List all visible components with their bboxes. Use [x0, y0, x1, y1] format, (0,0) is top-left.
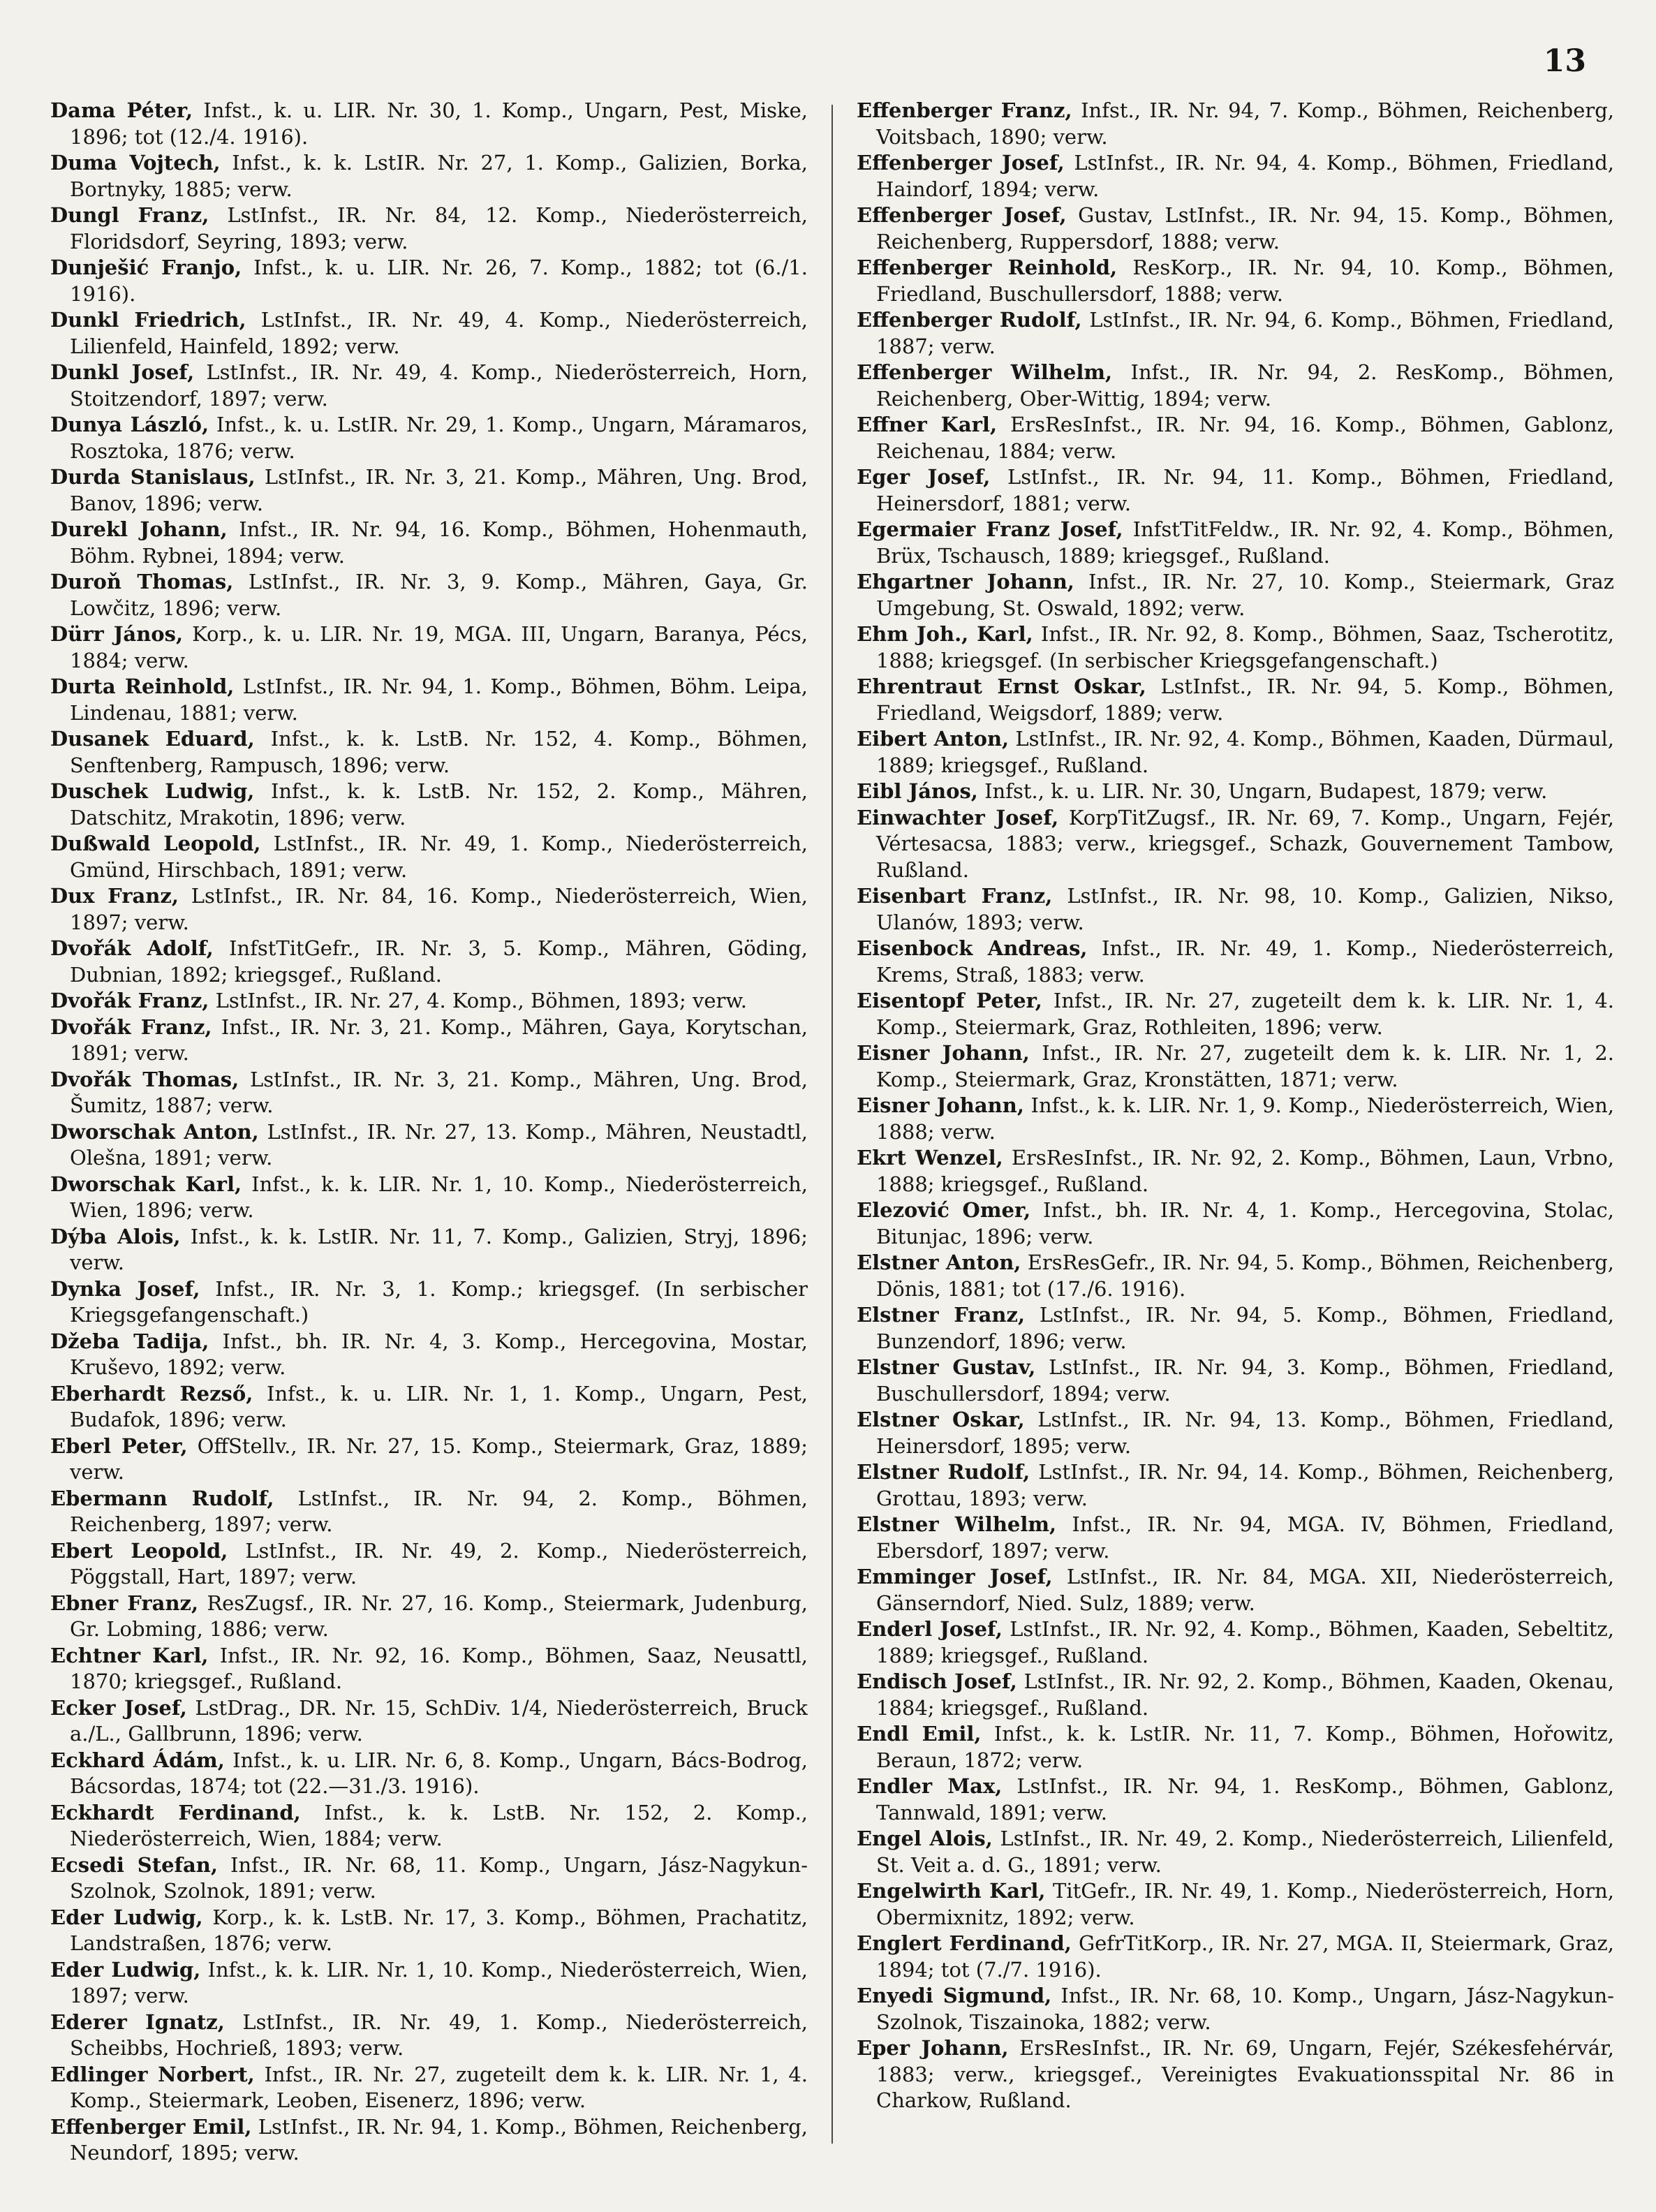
entry-details: ErsResInfst., IR. Nr. 94, 16. Komp., Böhmen, Gablonz, Reichenau, 1884; verw.: [876, 413, 1614, 463]
entry-details: Infst., bh. IR. Nr. 4, 3. Komp., Hercegovina, Mostar, Kruševo, 1892; verw.: [70, 1329, 808, 1379]
register-entry: [50, 1591, 808, 1643]
register-entry: [857, 1040, 1614, 1093]
register-entry: [857, 988, 1614, 1040]
register-entry: [50, 988, 808, 1015]
entry-details: LstInfst., IR. Nr. 84, 12. Komp., Niederösterreich, Floridsdorf, Seyring, 1893; verw.: [70, 203, 808, 253]
register-entry: [50, 360, 808, 412]
register-entry: [857, 1512, 1614, 1564]
entry-details: ErsResGefr., IR. Nr. 94, 5. Komp., Böhmen, Reichenberg, Dönis, 1881; tot (17./6. 1916).: [876, 1251, 1614, 1301]
entry-name: Eberl Peter,: [50, 1433, 188, 1458]
entry-name: Eberhardt Rezső,: [50, 1381, 253, 1406]
register-entry: [50, 1276, 808, 1329]
entry-name: Effenberger Emil,: [50, 2114, 252, 2139]
register-entry: [857, 1669, 1614, 1721]
entry-details: ErsResInfst., IR. Nr. 92, 2. Komp., Böhmen, Laun, Vrbno, 1888; kriegsgef., Rußland.: [876, 1146, 1614, 1196]
entry-name: Eisentopf Peter,: [857, 989, 1042, 1012]
register-entry: [50, 1748, 808, 1800]
register-entry: [857, 1145, 1614, 1197]
entry-details: Infst., k. u. LIR. Nr. 30, Ungarn, Budapest, 1879; verw.: [984, 779, 1548, 803]
register-entry: [857, 517, 1614, 569]
entry-details: Gustav, LstInfst., IR. Nr. 94, 15. Komp., Böhmen, Reichenberg, Ruppersdorf, 1888; verw.: [876, 203, 1614, 253]
entry-details: Infst., k. k. LstIR. Nr. 27, 1. Komp., Galizien, Borka, Bortnyky, 1885; verw.: [70, 151, 808, 201]
entry-name: Ehm Joh., Karl,: [857, 622, 1033, 646]
entry-name: Duschek Ludwig,: [50, 779, 255, 803]
entry-name: Ebner Franz,: [50, 1591, 199, 1615]
entry-name: Effenberger Franz,: [857, 98, 1072, 122]
entry-name: Dvořák Adolf,: [50, 936, 214, 960]
register-entry: [50, 1119, 808, 1172]
entry-details: Infst., k. k. LstB. Nr. 152, 4. Komp., Böhmen, Senftenberg, Rampusch, 1896; verw.: [70, 727, 808, 777]
entry-details: LstInfst., IR. Nr. 98, 10. Komp., Galizien, Nikso, Ulanów, 1893; verw.: [876, 884, 1614, 934]
entry-name: Elezović Omer,: [857, 1198, 1031, 1222]
register-entry: [857, 1826, 1614, 1878]
entry-name: Eder Ludwig,: [50, 1957, 201, 1982]
entry-details: Infst., IR. Nr. 27, zugeteilt dem k. k. LIR. Nr. 1, 4. Komp., Steiermark, Graz, Rothleiten, 1896; verw.: [876, 989, 1614, 1039]
register-entry: [857, 779, 1614, 805]
register-entry: [50, 2114, 808, 2167]
entry-details: OffStellv., IR. Nr. 27, 15. Komp., Steiermark, Graz, 1889; verw.: [70, 1433, 808, 1484]
entry-details: Infst., IR. Nr. 3, 21. Komp., Mähren, Gaya, Korytschan, 1891; verw.: [70, 1015, 808, 1065]
entry-name: Durekl Johann,: [50, 517, 228, 541]
entry-name: Duma Vojtech,: [50, 151, 221, 175]
entry-details: Infst., k. k. LIR. Nr. 1, 10. Komp., Niederösterreich, Wien, 1897; verw.: [70, 1957, 808, 2007]
register-entry: [857, 255, 1614, 307]
register-entry: [50, 1486, 808, 1538]
entry-details: LstInfst., IR. Nr. 3, 21. Komp., Mähren, Ung. Brod, Banov, 1896; verw.: [70, 465, 808, 515]
entry-name: Ebert Leopold,: [50, 1538, 228, 1563]
entry-name: Engelwirth Karl,: [857, 1879, 1046, 1903]
register-entry: [857, 1093, 1614, 1145]
register-entry: [50, 255, 808, 307]
entry-name: Ederer Ignatz,: [50, 2010, 225, 2034]
entry-details: LstInfst., IR. Nr. 49, 2. Komp., Niederösterreich, Lilienfeld, St. Veit a. d. G., 1891; verw.: [876, 1827, 1614, 1877]
entry-name: Eger Josef,: [857, 465, 991, 489]
entry-details: LstInfst., IR. Nr. 94, 4. Komp., Böhmen, Friedland, Haindorf, 1894; verw.: [876, 151, 1614, 201]
page-number: 13: [1543, 43, 1586, 79]
register-entry: [857, 805, 1614, 884]
entry-details: Infst., IR. Nr. 68, 11. Komp., Ungarn, Jász-Nagykun-Szolnok, Szolnok, 1891; verw.: [70, 1852, 808, 1903]
entry-name: Effenberger Josef,: [857, 203, 1067, 227]
register-entry: [857, 1355, 1614, 1407]
register-entry: [50, 1381, 808, 1433]
entry-name: Dürr János,: [50, 622, 184, 646]
entry-details: Infst., IR. Nr. 92, 8. Komp., Böhmen, Saaz, Tscherotitz, 1888; kriegsgef. (In serbischer Kriegsgefangenschaft.): [876, 622, 1614, 672]
entry-details: LstInfst., IR. Nr. 27, 13. Komp., Mähren, Neustadtl, Olešna, 1891; verw.: [70, 1119, 808, 1170]
register-entry: [50, 779, 808, 831]
register-entry: [50, 2062, 808, 2114]
entry-name: Eibl János,: [857, 779, 978, 803]
entry-details: Infst., bh. IR. Nr. 4, 1. Komp., Hercegovina, Stolac, Bitunjac, 1896; verw.: [876, 1198, 1614, 1248]
entry-details: LstInfst., IR. Nr. 49, 4. Komp., Niederösterreich, Lilienfeld, Hainfeld, 1892; verw.: [70, 308, 808, 358]
entry-details: ResZugsf., IR. Nr. 27, 16. Komp., Steiermark, Judenburg, Gr. Lobming, 1886; verw.: [70, 1591, 808, 1641]
entry-details: ErsResInfst., IR. Nr. 69, Ungarn, Fejér, Székesfehérvár, 1883; verw., kriegsgef., Vereinigtes Evakuationsspital Nr. 86 in Charkow, Rußland.: [876, 2036, 1614, 2112]
entry-name: Ecker Josef,: [50, 1695, 187, 1720]
entry-details: GefrTitKorp., IR. Nr. 27, MGA. II, Steiermark, Graz, 1894; tot (7./7. 1916).: [876, 1931, 1614, 1982]
entry-details: LstInfst., IR. Nr. 49, 4. Komp., Niederösterreich, Horn, Stoitzendorf, 1897; verw.: [70, 360, 808, 411]
register-entry: [857, 1250, 1614, 1302]
entry-name: Effenberger Wilhelm,: [857, 360, 1113, 384]
entry-details: LstInfst., IR. Nr. 3, 9. Komp., Mähren, Gaya, Gr. Lowčitz, 1896; verw.: [70, 570, 808, 620]
entry-name: Eisenbock Andreas,: [857, 936, 1088, 960]
register-entry: [857, 1721, 1614, 1774]
entry-name: Džeba Tadija,: [50, 1329, 209, 1353]
register-entry: [50, 726, 808, 779]
register-entry: [50, 202, 808, 255]
entry-details: LstInfst., IR. Nr. 84, 16. Komp., Niederösterreich, Wien, 1897; verw.: [70, 884, 808, 934]
register-entry: [857, 2035, 1614, 2114]
register-entry: [50, 1015, 808, 1067]
entry-name: Elstner Wilhelm,: [857, 1512, 1057, 1536]
register-entry: [857, 150, 1614, 202]
entry-details: LstInfst., IR. Nr. 49, 1. Komp., Niederösterreich, Scheibbs, Hochrieß, 1893; verw.: [70, 2010, 808, 2060]
entry-name: Dworschak Karl,: [50, 1172, 242, 1196]
register-entry: [50, 150, 808, 202]
register-entry: [857, 464, 1614, 517]
entry-details: LstInfst., IR. Nr. 94, 1. ResKomp., Böhmen, Gablonz, Tannwald, 1891; verw.: [876, 1774, 1614, 1824]
left-column: [50, 98, 808, 2178]
register-entry: [857, 1302, 1614, 1355]
register-entry: [857, 621, 1614, 674]
register-entry: [50, 883, 808, 936]
entry-details: InfstTitGefr., IR. Nr. 3, 5. Komp., Mähren, Göding, Dubnian, 1892; kriegsgef., Rußland.: [70, 936, 808, 987]
register-entry: [50, 412, 808, 464]
entry-name: Endisch Josef,: [857, 1669, 1017, 1693]
register-entry: [50, 464, 808, 517]
register-entry: [857, 1774, 1614, 1826]
entry-details: Infst., k. k. LstB. Nr. 152, 2. Komp., Niederösterreich, Wien, 1884; verw.: [70, 1800, 808, 1850]
entry-name: Eisner Johann,: [857, 1041, 1030, 1065]
entry-name: Dynka Josef,: [50, 1276, 200, 1301]
entry-name: Edlinger Norbert,: [50, 2062, 255, 2086]
register-entry: [857, 360, 1614, 412]
register-entry: [50, 1172, 808, 1224]
entry-details: LstInfst., IR. Nr. 94, 11. Komp., Böhmen, Friedland, Heinersdorf, 1881; verw.: [876, 465, 1614, 515]
entry-name: Ebermann Rudolf,: [50, 1486, 274, 1510]
entry-name: Dvořák Franz,: [50, 989, 209, 1012]
entry-details: LstInfst., IR. Nr. 92, 4. Komp., Böhmen, Kaaden, Dürmaul, 1889; kriegsgef., Rußland.: [876, 727, 1614, 777]
entry-name: Dungl Franz,: [50, 203, 209, 227]
register-entry: [50, 1538, 808, 1591]
right-column: [857, 98, 1614, 2178]
entry-name: Ecsedi Stefan,: [50, 1852, 218, 1877]
entry-details: KorpTitZugsf., IR. Nr. 69, 7. Komp., Ungarn, Fejér, Vértesacsa, 1883; verw., kriegsgef., Schazk, Gouvernement Tambow, Rußland.: [876, 805, 1614, 882]
register-entry: [50, 621, 808, 674]
entry-details: LstDrag., DR. Nr. 15, SchDiv. 1/4, Niederösterreich, Bruck a./L., Gallbrunn, 1896; verw.: [70, 1695, 808, 1746]
entry-details: Infst., IR. Nr. 94, 2. ResKomp., Böhmen, Reichenberg, Ober-Wittig, 1894; verw.: [876, 360, 1614, 411]
register-entry: [857, 1983, 1614, 2035]
entry-name: Effenberger Josef,: [857, 151, 1065, 175]
entry-name: Eckhardt Ferdinand,: [50, 1800, 301, 1824]
register-columns: [50, 98, 1614, 2178]
register-entry: [50, 1329, 808, 1381]
register-entry: [50, 2010, 808, 2062]
register-entry: [857, 202, 1614, 255]
entry-name: Effenberger Reinhold,: [857, 256, 1118, 279]
entry-name: Eder Ludwig,: [50, 1905, 203, 1929]
entry-name: Dunya László,: [50, 413, 209, 436]
entry-details: Infst., IR. Nr. 3, 1. Komp.; kriegsgef. (In serbischer Kriegsgefangenschaft.): [70, 1276, 808, 1327]
entry-details: Korp., k. k. LstB. Nr. 17, 3. Komp., Böhmen, Prachatitz, Landstraßen, 1876; verw.: [70, 1905, 808, 1955]
entry-name: Dama Péter,: [50, 98, 193, 122]
entry-details: Infst., IR. Nr. 27, zugeteilt dem k. k. LIR. Nr. 1, 4. Komp., Steiermark, Leoben, Eisenerz, 1896; verw.: [70, 2062, 808, 2112]
entry-name: Dunješić Franjo,: [50, 256, 242, 279]
register-entry: [857, 1407, 1614, 1459]
entry-name: Englert Ferdinand,: [857, 1931, 1072, 1955]
register-entry: [50, 674, 808, 726]
entry-details: Infst., k. k. LstB. Nr. 152, 2. Komp., Mähren, Datschitz, Mrakotin, 1896; verw.: [70, 779, 808, 830]
entry-name: Dunkl Friedrich,: [50, 308, 246, 332]
register-entry: [50, 936, 808, 988]
entry-details: LstInfst., IR. Nr. 27, 4. Komp., Böhmen, 1893; verw.: [215, 989, 748, 1012]
entry-details: Infst., k. k. LIR. Nr. 1, 10. Komp., Niederösterreich, Wien, 1896; verw.: [70, 1172, 808, 1222]
register-entry: [857, 1564, 1614, 1616]
entry-details: Infst., k. u. LIR. Nr. 6, 8. Komp., Ungarn, Bács-Bodrog, Bácsordas, 1874; tot (22.—31./3. 1916).: [70, 1748, 808, 1798]
entry-name: Durta Reinhold,: [50, 674, 235, 698]
register-entry: [857, 674, 1614, 726]
entry-details: LstInfst., IR. Nr. 49, 2. Komp., Niederösterreich, Pöggstall, Hart, 1897; verw.: [70, 1538, 808, 1588]
entry-name: Emminger Josef,: [857, 1565, 1053, 1588]
entry-name: Elstner Anton,: [857, 1251, 1021, 1274]
entry-name: Effner Karl,: [857, 413, 998, 436]
entry-name: Egermaier Franz Josef,: [857, 517, 1123, 541]
entry-details: Korp., k. u. LIR. Nr. 19, MGA. III, Ungarn, Baranya, Pécs, 1884; verw.: [70, 622, 808, 672]
entry-name: Dýba Alois,: [50, 1224, 181, 1248]
entry-name: Eckhard Ádám,: [50, 1748, 225, 1772]
register-entry: [857, 98, 1614, 150]
entry-name: Ekrt Wenzel,: [857, 1146, 1003, 1170]
register-entry: [857, 883, 1614, 936]
entry-name: Eisenbart Franz,: [857, 884, 1053, 908]
entry-name: Dvořák Franz,: [50, 1015, 212, 1039]
entry-details: LstInfst., IR. Nr. 94, 5. Komp., Böhmen, Friedland, Weigsdorf, 1889; verw.: [876, 674, 1614, 725]
entry-name: Dworschak Anton,: [50, 1119, 259, 1144]
register-entry: [857, 569, 1614, 621]
entry-details: Infst., IR. Nr. 27, zugeteilt dem k. k. LIR. Nr. 1, 2. Komp., Steiermark, Graz, Kronstätten, 1871; verw.: [876, 1041, 1614, 1091]
entry-name: Echtner Karl,: [50, 1643, 209, 1667]
column-divider: [831, 105, 833, 2144]
entry-name: Effenberger Rudolf,: [857, 308, 1082, 332]
entry-details: Infst., IR. Nr. 49, 1. Komp., Niederösterreich, Krems, Straß, 1883; verw.: [876, 936, 1614, 987]
entry-name: Dux Franz,: [50, 884, 179, 908]
entry-name: Dusanek Eduard,: [50, 727, 255, 751]
entry-details: Infst., k. u. LstIR. Nr. 29, 1. Komp., Ungarn, Máramaros, Rosztoka, 1876; verw.: [70, 413, 808, 463]
entry-name: Eper Johann,: [857, 2036, 1009, 2060]
entry-details: LstInfst., IR. Nr. 94, 3. Komp., Böhmen, Friedland, Buschullersdorf, 1894; verw.: [876, 1355, 1614, 1406]
entry-name: Duroň Thomas,: [50, 570, 234, 593]
entry-name: Dußwald Leopold,: [50, 832, 261, 855]
entry-name: Enyedi Sigmund,: [857, 1984, 1052, 2007]
register-entry: [857, 1616, 1614, 1669]
register-entry: [50, 1643, 808, 1695]
register-entry: [857, 412, 1614, 464]
entry-name: Endl Emil,: [857, 1722, 982, 1746]
register-entry: [50, 98, 808, 150]
register-entry: [50, 307, 808, 360]
register-entry: [50, 1800, 808, 1852]
register-entry: [50, 1905, 808, 1957]
register-entry: [50, 1224, 808, 1276]
register-entry: [857, 726, 1614, 779]
entry-name: Elstner Gustav,: [857, 1355, 1036, 1379]
entry-name: Endler Max,: [857, 1774, 1003, 1798]
entry-name: Elstner Franz,: [857, 1303, 1026, 1327]
register-entry: [50, 569, 808, 621]
register-entry: [50, 1433, 808, 1486]
register-entry: [857, 936, 1614, 988]
entry-name: Einwachter Josef,: [857, 805, 1059, 830]
entry-details: Infst., k. k. LIR. Nr. 1, 9. Komp., Niederösterreich, Wien, 1888; verw.: [876, 1093, 1614, 1144]
entry-details: Infst., IR. Nr. 94, MGA. IV, Böhmen, Friedland, Ebersdorf, 1897; verw.: [876, 1512, 1614, 1563]
entry-name: Elstner Rudolf,: [857, 1460, 1030, 1484]
entry-details: Infst., IR. Nr. 27, 10. Komp., Steiermark, Graz Umgebung, St. Oswald, 1892; verw.: [876, 570, 1614, 620]
entry-details: ResKorp., IR. Nr. 94, 10. Komp., Böhmen, Friedland, Buschullersdorf, 1888; verw.: [876, 256, 1614, 306]
entry-details: LstInfst., IR. Nr. 92, 4. Komp., Böhmen, Kaaden, Sebeltitz, 1889; kriegsgef., Rußland.: [876, 1617, 1614, 1667]
entry-details: InfstTitFeldw., IR. Nr. 92, 4. Komp., Böhmen, Brüx, Tschausch, 1889; kriegsgef., Rußland.: [876, 517, 1614, 568]
register-entry: [857, 307, 1614, 360]
entry-details: Infst., k. k. LstIR. Nr. 11, 7. Komp., Galizien, Stryj, 1896; verw.: [70, 1224, 808, 1274]
entry-details: LstInfst., IR. Nr. 94, 1. Komp., Böhmen, Böhm. Leipa, Lindenau, 1881; verw.: [70, 674, 808, 725]
entry-details: LstInfst., IR. Nr. 3, 21. Komp., Mähren, Ung. Brod, Šumitz, 1887; verw.: [70, 1067, 808, 1117]
entry-name: Ehrentraut Ernst Oskar,: [857, 674, 1146, 698]
entry-details: LstInfst., IR. Nr. 94, 13. Komp., Böhmen, Friedland, Heinersdorf, 1895; verw.: [876, 1408, 1614, 1458]
entry-name: Eisner Johann,: [857, 1093, 1024, 1117]
entry-details: LstInfst., IR. Nr. 94, 5. Komp., Böhmen, Friedland, Bunzendorf, 1896; verw.: [876, 1303, 1614, 1353]
entry-details: Infst., k. u. LIR. Nr. 1, 1. Komp., Ungarn, Pest, Budafok, 1896; verw.: [70, 1381, 808, 1431]
entry-details: Infst., k. u. LIR. Nr. 26, 7. Komp., 1882; tot (6./1. 1916).: [70, 256, 808, 306]
entry-details: Infst., IR. Nr. 94, 7. Komp., Böhmen, Reichenberg, Voitsbach, 1890; verw.: [876, 98, 1614, 149]
entry-details: Infst., IR. Nr. 94, 16. Komp., Böhmen, Hohenmauth, Böhm. Rybnei, 1894; verw.: [70, 517, 808, 568]
register-entry: [50, 831, 808, 883]
entry-details: Infst., k. k. LstIR. Nr. 11, 7. Komp., Böhmen, Hořowitz, Beraun, 1872; verw.: [876, 1722, 1614, 1772]
entry-details: LstInfst., IR. Nr. 49, 1. Komp., Niederösterreich, Gmünd, Hirschbach, 1891; verw.: [70, 832, 808, 882]
entry-name: Enderl Josef,: [857, 1617, 1003, 1641]
register-entry: [50, 1067, 808, 1119]
register-entry: [857, 1878, 1614, 1931]
register-entry: [50, 517, 808, 569]
entry-details: Infst., k. u. LIR. Nr. 30, 1. Komp., Ungarn, Pest, Miske, 1896; tot (12./4. 1916).: [70, 98, 808, 149]
entry-details: LstInfst., IR. Nr. 94, 2. Komp., Böhmen, Reichenberg, 1897; verw.: [70, 1486, 808, 1536]
entry-details: LstInfst., IR. Nr. 92, 2. Komp., Böhmen, Kaaden, Okenau, 1884; kriegsgef., Rußland.: [876, 1669, 1614, 1720]
entry-details: LstInfst., IR. Nr. 94, 6. Komp., Böhmen, Friedland, 1887; verw.: [876, 308, 1614, 358]
register-entry: [50, 1695, 808, 1748]
register-entry: [50, 1852, 808, 1905]
entry-name: Dunkl Josef,: [50, 360, 195, 384]
entry-details: LstInfst., IR. Nr. 94, 1. Komp., Böhmen, Reichenberg, Neundorf, 1895; verw.: [70, 2114, 808, 2165]
entry-details: TitGefr., IR. Nr. 49, 1. Komp., Niederösterreich, Horn, Obermixnitz, 1892; verw.: [876, 1879, 1614, 1929]
entry-name: Engel Alois,: [857, 1827, 993, 1850]
entry-name: Eibert Anton,: [857, 727, 1010, 751]
register-entry: [857, 1459, 1614, 1512]
entry-details: Infst., IR. Nr. 68, 10. Komp., Ungarn, Jász-Nagykun-Szolnok, Tiszainoka, 1882; verw.: [876, 1984, 1614, 2034]
entry-details: LstInfst., IR. Nr. 84, MGA. XII, Niederösterreich, Gänserndorf, Nied. Sulz, 1889; verw.: [876, 1565, 1614, 1615]
entry-name: Ehgartner Johann,: [857, 570, 1074, 593]
entry-details: Infst., IR. Nr. 92, 16. Komp., Böhmen, Saaz, Neusattl, 1870; kriegsgef., Rußland.: [70, 1643, 808, 1693]
register-entry: [857, 1931, 1614, 1983]
entry-name: Durda Stanislaus,: [50, 465, 256, 489]
entry-name: Dvořák Thomas,: [50, 1067, 239, 1091]
entry-name: Elstner Oskar,: [857, 1408, 1025, 1431]
register-entry: [50, 1957, 808, 2010]
entry-details: LstInfst., IR. Nr. 94, 14. Komp., Böhmen, Reichenberg, Grottau, 1893; verw.: [876, 1460, 1614, 1510]
register-entry: [857, 1197, 1614, 1250]
